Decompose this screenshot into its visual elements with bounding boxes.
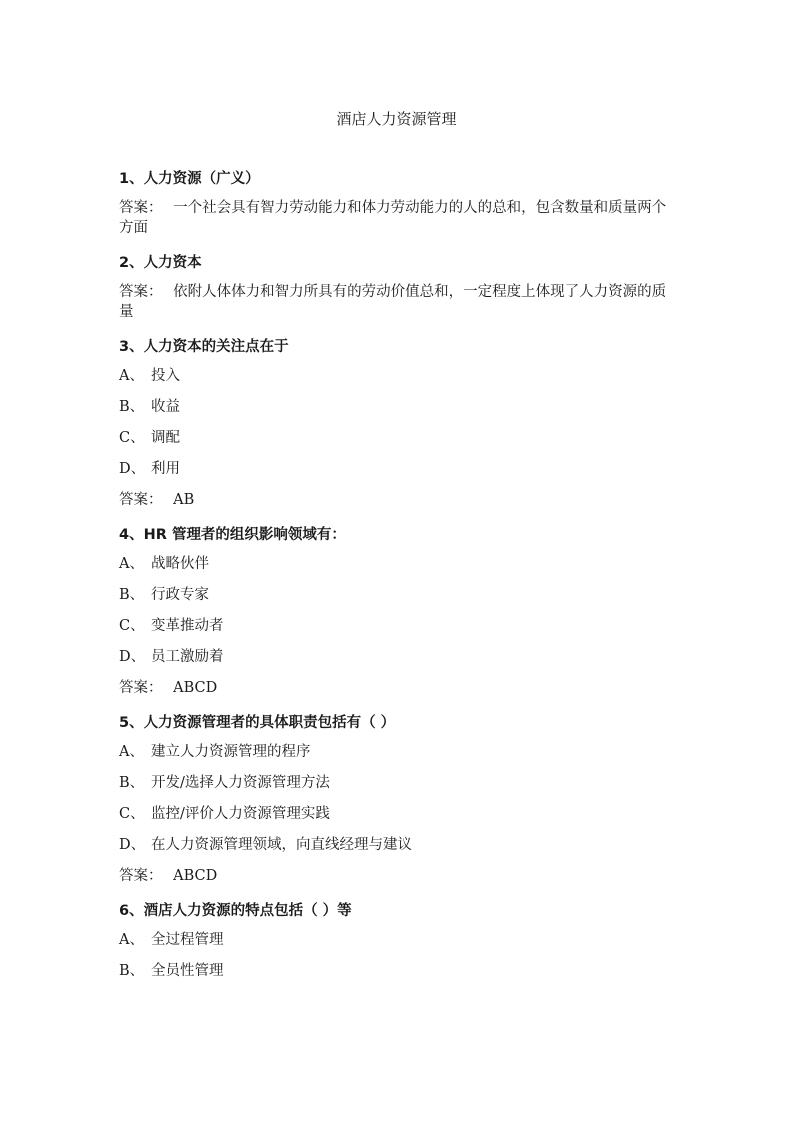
answer-value: ABCD xyxy=(173,868,218,884)
answer-text xyxy=(119,866,679,886)
option-b xyxy=(119,961,679,981)
answer-text xyxy=(119,678,679,698)
question-6 xyxy=(119,900,679,981)
option-b xyxy=(119,397,679,417)
question-list xyxy=(119,168,679,992)
option-text: 开发/选择人力资源管理方法 xyxy=(151,775,330,791)
answer-text xyxy=(119,198,679,238)
option-letter: A、 xyxy=(119,556,144,572)
answer-value: 依附人体体力和智力所具有的劳动价值总和，一定程度上体现了人力资源的质量 xyxy=(119,284,667,320)
answer-label: 答案： xyxy=(119,284,163,300)
option-text: 投入 xyxy=(151,368,180,384)
option-c xyxy=(119,428,679,448)
question-2 xyxy=(119,252,679,322)
option-text: 建立人力资源管理的程序 xyxy=(151,744,311,760)
option-letter: C、 xyxy=(119,430,145,446)
option-a xyxy=(119,554,679,574)
option-text: 战略伙伴 xyxy=(151,556,209,572)
option-letter: A、 xyxy=(119,744,144,760)
question-title: 2、人力资本 xyxy=(119,255,202,271)
question-1 xyxy=(119,168,679,238)
question-title: 6、酒店人力资源的特点包括（ ）等 xyxy=(119,903,352,919)
answer-label: 答案： xyxy=(119,680,163,696)
answer-value: ABCD xyxy=(173,680,218,696)
option-c xyxy=(119,804,679,824)
option-text: 收益 xyxy=(151,399,180,415)
question-title: 1、人力资源（广义） xyxy=(119,171,260,187)
document-title: 酒店人力资源管理 xyxy=(336,110,457,128)
option-text: 监控/评价人力资源管理实践 xyxy=(151,806,330,822)
option-letter: B、 xyxy=(119,399,145,415)
option-b xyxy=(119,585,679,605)
answer-text xyxy=(119,282,679,322)
question-3 xyxy=(119,336,679,510)
option-a xyxy=(119,366,679,386)
question-title: 5、人力资源管理者的具体职责包括有（ ） xyxy=(119,715,396,731)
option-b xyxy=(119,773,679,793)
option-letter: D、 xyxy=(119,649,146,665)
option-letter: B、 xyxy=(119,587,145,603)
option-letter: B、 xyxy=(119,775,145,791)
option-d xyxy=(119,459,679,479)
option-letter: D、 xyxy=(119,837,146,853)
option-letter: D、 xyxy=(119,461,146,477)
option-text: 利用 xyxy=(151,461,180,477)
option-d xyxy=(119,835,679,855)
option-c xyxy=(119,616,679,636)
question-title: 4、HR 管理者的组织影响领域有： xyxy=(119,527,346,543)
answer-label: 答案： xyxy=(119,868,163,884)
answer-label: 答案： xyxy=(119,492,163,508)
answer-label: 答案： xyxy=(119,200,163,216)
option-letter: C、 xyxy=(119,618,145,634)
option-letter: C、 xyxy=(119,806,145,822)
option-a xyxy=(119,930,679,950)
answer-text xyxy=(119,490,679,510)
option-letter: A、 xyxy=(119,932,144,948)
option-text: 在人力资源管理领域，向直线经理与建议 xyxy=(151,837,412,853)
question-title: 3、人力资本的关注点在于 xyxy=(119,339,289,355)
answer-value: 一个社会具有智力劳动能力和体力劳动能力的人的总和，包含数量和质量两个方面 xyxy=(119,200,667,236)
option-text: 员工激励着 xyxy=(151,649,224,665)
option-d xyxy=(119,647,679,667)
option-letter: B、 xyxy=(119,963,145,979)
option-a xyxy=(119,742,679,762)
option-letter: A、 xyxy=(119,368,144,384)
option-text: 行政专家 xyxy=(151,587,209,603)
option-text: 调配 xyxy=(151,430,180,446)
option-text: 全过程管理 xyxy=(151,932,224,948)
option-text: 全员性管理 xyxy=(151,963,224,979)
question-4 xyxy=(119,524,679,698)
answer-value: AB xyxy=(173,492,195,508)
option-text: 变革推动者 xyxy=(151,618,224,634)
question-5 xyxy=(119,712,679,886)
